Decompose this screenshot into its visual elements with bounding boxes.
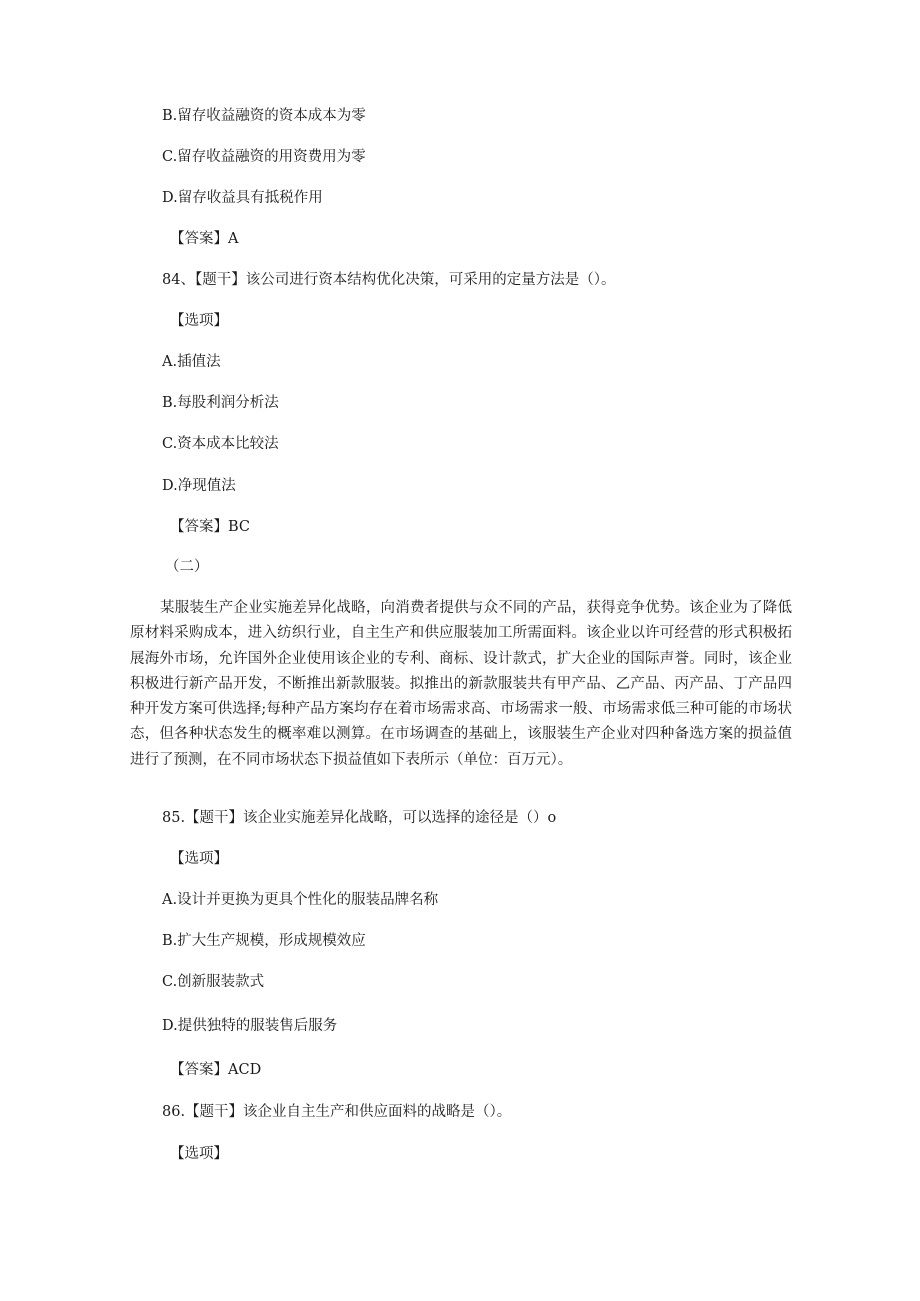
q85-option-b: B.扩大生产规模，形成规模效应	[162, 933, 366, 949]
q86-stem: 86.【题干】该企业自主生产和供应面料的战略是（）。	[162, 1104, 512, 1120]
q83-answer: 【答案】A	[170, 231, 239, 247]
q84-option-c: C.资本成本比较法	[162, 436, 279, 452]
case-paragraph: 某服装生产企业实施差异化战略，向消费者提供与众不同的产品，获得竞争优势。该企业为了降低原材料采购成本，进入纺织行业，自主生产和供应服装加工所需面料。该企业以许可经营的形式积极拓展海外市场，允许国外企业使用该企业的专利、商标、设计款式，扩大企业的国际声誉。同时，该企业积极进行新产品开发，不断推出新款服装。拟推出的新款服装共有甲产品、乙产品、丙产品、丁产品四种开发方案可供选择;每种产品方案均存在着市场需求高、市场需求一般、市场需求低三种可能的市场状态，但各种状态发生的概率难以测算。在市场调查的基础上，该服装生产企业对四种备选方案的损益值进行了预测，在不同市场状态下损益值如下表所示（单位：百万元）。	[130, 600, 792, 768]
q84-option-d: D.净现值法	[162, 478, 236, 494]
q85-options-label: 【选项】	[170, 851, 228, 867]
section-heading: （二）	[165, 559, 209, 575]
q85-stem: 85.【题干】该企业实施差异化战略，可以选择的途径是（）o	[162, 810, 557, 826]
q84-answer: 【答案】BC	[170, 519, 251, 535]
q85-answer: 【答案】ACD	[170, 1062, 262, 1078]
q84-options-label: 【选项】	[170, 313, 228, 329]
q83-option-c: C.留存收益融资的用资费用为零	[162, 149, 366, 165]
q84-option-b: B.每股利润分析法	[162, 395, 279, 411]
q85-option-c: C.创新服装款式	[162, 974, 265, 990]
q84-stem: 84、【题干】该公司进行资本结构优化决策，可采用的定量方法是（）。	[162, 272, 616, 288]
q83-option-b: B.留存收益融资的资本成本为零	[162, 108, 366, 124]
q83-option-d: D.留存收益具有抵税作用	[162, 190, 323, 206]
q84-option-a: A.插值法	[162, 354, 221, 370]
q86-options-label: 【选项】	[170, 1146, 228, 1162]
q85-option-a: A.设计并更换为更具个性化的服装品牌名称	[162, 892, 439, 908]
q85-option-d: D.提供独特的服装售后服务	[162, 1018, 338, 1034]
